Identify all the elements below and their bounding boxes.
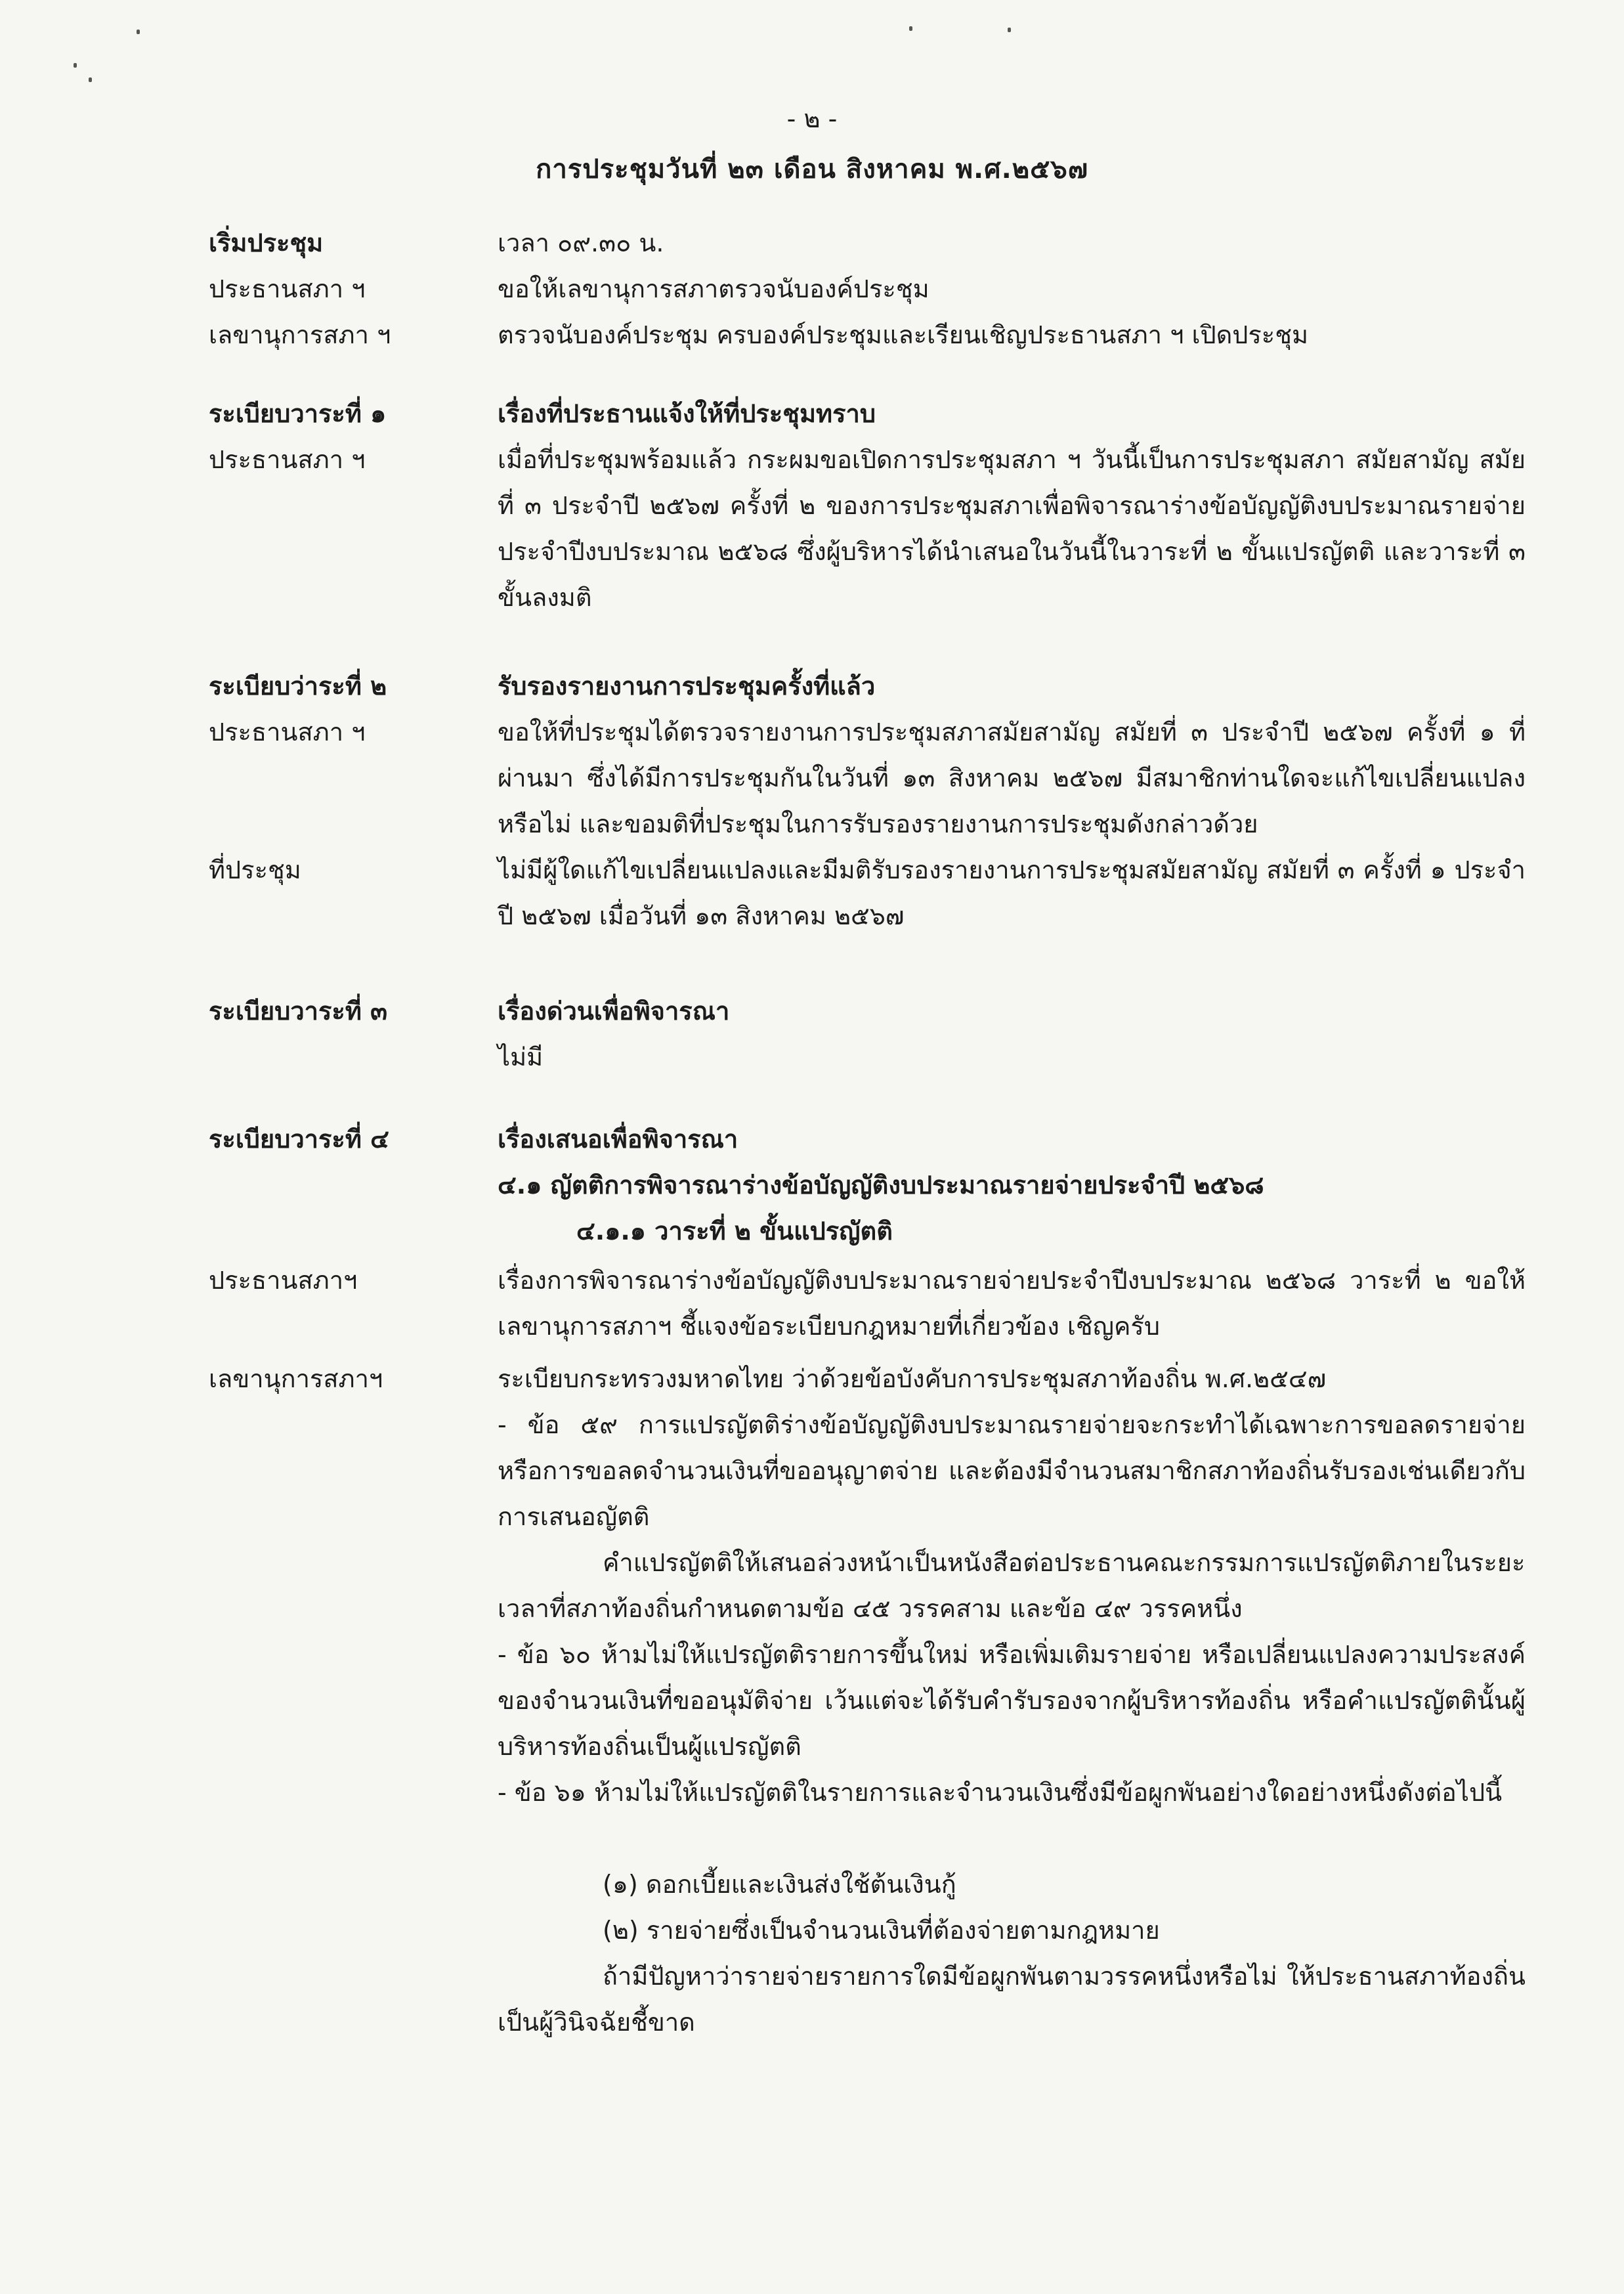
row-label: เลขานุการสภา ฯ [209,320,391,349]
regulation-clause: - ข้อ ๖๐ ห้ามไม่ให้แปรญัตติรายการขึ้นใหม่ หรือเพิ่มเติมรายจ่าย หรือเปลี่ยนแปลงความประสงค์ของจำนวนเงินที่ขออนุมัติจ่าย เว้นแต่จะได้รับคำรับรองจากผู้บริหารท้องถิ่น หรือคำแปรญัตตินั้นผู้บริหารท้องถิ่นเป็นผู้แปรญัตติ [498,1640,1526,1761]
row-label: เลขานุการสภาฯ [209,1364,383,1393]
row-label: ประธานสภา ฯ [209,445,366,474]
regulation-paragraph: คำแปรญัตติให้เสนอล่วงหน้าเป็นหนังสือต่อประธานคณะกรรมการแปรญัตติภายในระยะเวลาที่สภาท้องถิ่นกำหนดตามข้อ ๔๕ วรรคสาม และข้อ ๔๙ วรรคหนึ่ง [498,1548,1526,1623]
minutes-row [209,220,1526,266]
minutes-row [209,391,1526,437]
minutes-row [209,266,1526,312]
minutes-row [209,1356,1526,1402]
minutes-row [209,1257,1526,1349]
row-text: ไม่มี [498,1043,544,1071]
minutes-row [209,1907,1526,1953]
regulation-paragraph: ถ้ามีปัญหาว่ารายจ่ายรายการใดมีข้อผูกพันตามวรรคหนึ่งหรือไม่ ให้ประธานสภาท้องถิ่นเป็นผู้วินิจฉัยชี้ขาด [498,1962,1526,2037]
row-text: ระเบียบกระทรวงมหาดไทย ว่าด้วยข้อบังคับการประชุมสภาท้องถิ่น พ.ศ.๒๕๔๗ [498,1364,1327,1393]
stage-title: ๔.๑.๑ วาระที่ ๒ ขั้นแปรญัตติ [576,1217,893,1245]
minutes-row [209,1769,1526,1861]
minutes-row [209,847,1526,939]
minutes-row [209,988,1526,1034]
scan-speck [909,26,912,31]
regulation-clause: - ข้อ ๕๙ การแปรญัตติร่างข้อบัญญัติงบประมาณรายจ่ายจะกระทำได้เฉพาะการขอลดรายจ่าย หรือการขอลดจำนวนเงินที่ขออนุญาตจ่าย และต้องมีจำนวนสมาชิกสภาท้องถิ่นรับรองเช่นเดียวกับการเสนอญัตติ [498,1410,1526,1531]
page-number: - ๒ - [786,104,838,133]
agenda-label: ระเบียบวาระที่ ๔ [209,1125,389,1154]
minutes-row [209,1861,1526,1907]
regulation-item: (๒) รายจ่ายซึ่งเป็นจำนวนเงินที่ต้องจ่ายตามกฎหมาย [603,1916,1160,1945]
row-text: เมื่อที่ประชุมพร้อมแล้ว กระผมขอเปิดการประชุมสภา ฯ วันนี้เป็นการประชุมสภา สมัยสามัญ สมัยที่ ๓ ประจำปี ๒๕๖๗ ครั้งที่ ๒ ของการประชุมสภาเพื่อพิจารณาร่างข้อบัญญัติงบประมาณรายจ่ายประจำปีงบประมาณ ๒๕๖๘ ซึ่งผู้บริหารได้นำเสนอในวันนี้ในวาระที่ ๒ ขั้นแปรญัตติ และวาระที่ ๓ ขั้นลงมติ [498,445,1526,612]
row-text: ไม่มีผู้ใดแก้ไขเปลี่ยนแปลงและมีมติรับรองรายงานการประชุมสมัยสามัญ สมัยที่ ๓ ครั้งที่ ๑ ประจำปี ๒๕๖๗ เมื่อวันที่ ๑๓ สิงหาคม ๒๕๖๗ [498,855,1526,930]
row-label: ประธานสภาฯ [209,1266,358,1295]
minutes-row [209,437,1526,620]
row-label: ที่ประชุม [209,855,301,884]
row-text: เวลา ๐๙.๓๐ น. [498,228,664,257]
row-label: ประธานสภา ฯ [209,718,366,747]
row-text: ตรวจนับองค์ประชุม ครบองค์ประชุมและเรียนเชิญประธานสภา ฯ เปิดประชุม [498,320,1309,349]
minutes-row [209,1402,1526,1540]
minutes-row [209,1953,1526,2045]
motion-title: ๔.๑ ญัตติการพิจารณาร่างข้อบัญญัติงบประมาณรายจ่ายประจำปี ๒๕๖๘ [498,1171,1264,1200]
agenda-title: เรื่องด่วนเพื่อพิจารณา [498,997,730,1026]
scan-speck [89,77,92,82]
minutes-row [209,1162,1526,1208]
minutes-row [209,709,1526,847]
minutes-row [209,1116,1526,1162]
minutes-row [209,1208,1526,1254]
row-text: ขอให้เลขานุการสภาตรวจนับองค์ประชุม [498,274,930,303]
agenda-title: รับรองรายงานการประชุมครั้งที่แล้ว [498,672,876,701]
regulation-clause: - ข้อ ๖๑ ห้ามไม่ให้แปรญัตติในรายการและจำนวนเงินซึ่งมีข้อผูกพันอย่างใดอย่างหนึ่งดังต่อไปนี้ [498,1778,1503,1807]
row-label: เริ่มประชุม [209,228,324,257]
agenda-title: เรื่องที่ประธานแจ้งให้ที่ประชุมทราบ [498,399,876,428]
scan-speck [137,30,140,34]
regulation-item: (๑) ดอกเบี้ยและเงินส่งใช้ต้นเงินกู้ [603,1870,956,1899]
agenda-title: เรื่องเสนอเพื่อพิจารณา [498,1125,738,1154]
row-label: ประธานสภา ฯ [209,274,366,303]
minutes-row [209,1632,1526,1769]
agenda-label: ระเบียบวาระที่ ๑ [209,399,387,428]
agenda-label: ระเบียบว่าระที่ ๒ [209,672,387,701]
minutes-row [209,1034,1526,1080]
minutes-row [209,1540,1526,1632]
scan-speck [74,63,77,68]
row-text: เรื่องการพิจารณาร่างข้อบัญญัติงบประมาณรายจ่ายประจำปีงบประมาณ ๒๕๖๘ วาระที่ ๒ ขอให้เลขานุการสภาฯ ชี้แจงข้อระเบียบกฎหมายที่เกี่ยวข้อง เชิญครับ [498,1266,1526,1341]
row-text: ขอให้ที่ประชุมได้ตรวจรายงานการประชุมสภาสมัยสามัญ สมัยที่ ๓ ประจำปี ๒๕๖๗ ครั้งที่ ๑ ที่ผ่านมา ซึ่งได้มีการประชุมกันในวันที่ ๑๓ สิงหาคม ๒๕๖๗ มีสมาชิกท่านใดจะแก้ไขเปลี่ยนแปลงหรือไม่ และขอมติที่ประชุมในการรับรองรายงานการประชุมดังกล่าวด้วย [498,718,1526,838]
agenda-label: ระเบียบวาระที่ ๓ [209,997,388,1026]
scan-speck [1008,28,1011,32]
minutes-row [209,312,1526,358]
meeting-heading: การประชุมวันที่ ๒๓ เดือน สิงหาคม พ.ศ.๒๕๖๗ [536,154,1088,184]
minutes-row [209,663,1526,709]
